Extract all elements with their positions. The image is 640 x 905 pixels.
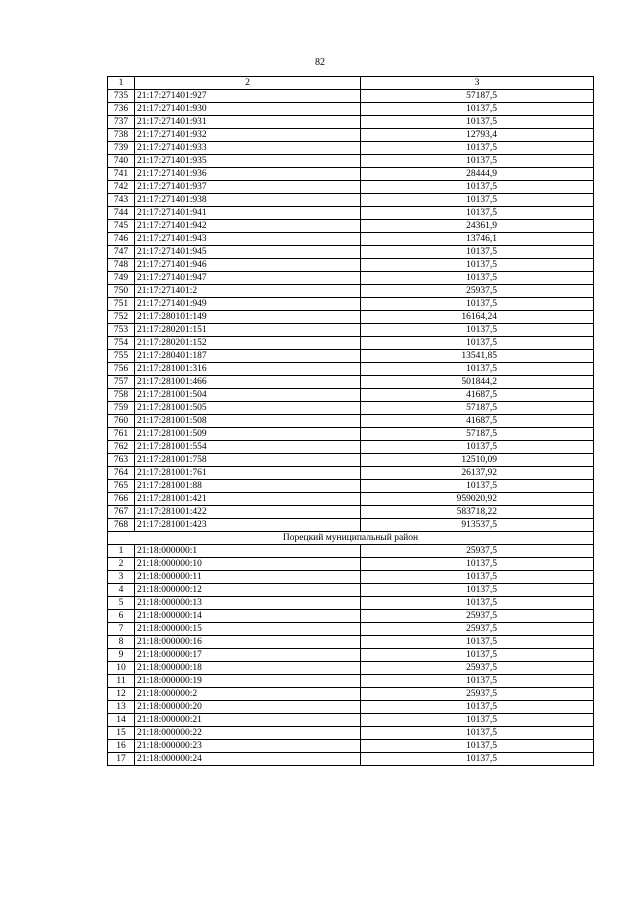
cadastral-number: 21:17:281001:554 bbox=[135, 441, 361, 454]
row-number: 5 bbox=[108, 597, 135, 610]
cadastral-number: 21:17:271401:945 bbox=[135, 246, 361, 259]
cadastral-number: 21:17:271401:936 bbox=[135, 168, 361, 181]
cadastral-value: 10137,5 bbox=[361, 714, 594, 727]
row-number: 737 bbox=[108, 116, 135, 129]
row-number: 756 bbox=[108, 363, 135, 376]
cadastral-value: 57187,5 bbox=[361, 402, 594, 415]
row-number: 13 bbox=[108, 701, 135, 714]
table-row bbox=[108, 454, 594, 467]
table-row bbox=[108, 142, 594, 155]
cadastral-value: 41687,5 bbox=[361, 389, 594, 402]
cadastral-number: 21:18:000000:2 bbox=[135, 688, 361, 701]
table-row bbox=[108, 389, 594, 402]
table-row bbox=[108, 376, 594, 389]
cadastral-value: 10137,5 bbox=[361, 337, 594, 350]
cadastral-number: 21:18:000000:21 bbox=[135, 714, 361, 727]
cadastral-number: 21:18:000000:11 bbox=[135, 571, 361, 584]
row-number: 757 bbox=[108, 376, 135, 389]
table-row bbox=[108, 441, 594, 454]
cadastral-value: 10137,5 bbox=[361, 142, 594, 155]
cadastral-value: 583718,22 bbox=[361, 506, 594, 519]
row-number: 749 bbox=[108, 272, 135, 285]
table-row bbox=[108, 740, 594, 753]
cadastral-number: 21:17:281001:88 bbox=[135, 480, 361, 493]
row-number: 746 bbox=[108, 233, 135, 246]
cadastral-number: 21:17:281001:505 bbox=[135, 402, 361, 415]
cadastral-value: 10137,5 bbox=[361, 649, 594, 662]
row-number: 748 bbox=[108, 259, 135, 272]
cadastral-value: 10137,5 bbox=[361, 571, 594, 584]
cadastral-value: 10137,5 bbox=[361, 324, 594, 337]
cadastral-value: 10137,5 bbox=[361, 181, 594, 194]
cadastral-number: 21:18:000000:22 bbox=[135, 727, 361, 740]
cadastral-number: 21:17:271401:937 bbox=[135, 181, 361, 194]
cadastral-value: 10137,5 bbox=[361, 727, 594, 740]
cadastral-value: 13746,1 bbox=[361, 233, 594, 246]
cadastral-number: 21:18:000000:12 bbox=[135, 584, 361, 597]
row-number: 9 bbox=[108, 649, 135, 662]
row-number: 765 bbox=[108, 480, 135, 493]
row-number: 7 bbox=[108, 623, 135, 636]
table-row bbox=[108, 168, 594, 181]
cadastral-value: 10137,5 bbox=[361, 363, 594, 376]
cadastral-number: 21:17:271401:935 bbox=[135, 155, 361, 168]
row-number: 758 bbox=[108, 389, 135, 402]
row-number: 17 bbox=[108, 753, 135, 766]
row-number: 739 bbox=[108, 142, 135, 155]
header-col-2: 2 bbox=[135, 77, 361, 90]
row-number: 752 bbox=[108, 311, 135, 324]
cadastral-value: 10137,5 bbox=[361, 259, 594, 272]
table-row bbox=[108, 688, 594, 701]
cadastral-value: 10137,5 bbox=[361, 480, 594, 493]
cadastral-number: 21:17:271401:946 bbox=[135, 259, 361, 272]
cadastral-number: 21:18:000000:20 bbox=[135, 701, 361, 714]
row-number: 755 bbox=[108, 350, 135, 363]
table-row bbox=[108, 493, 594, 506]
table-row bbox=[108, 675, 594, 688]
table-row bbox=[108, 506, 594, 519]
cadastral-number: 21:18:000000:23 bbox=[135, 740, 361, 753]
row-number: 753 bbox=[108, 324, 135, 337]
cadastral-number: 21:17:281001:423 bbox=[135, 519, 361, 532]
table-row bbox=[108, 558, 594, 571]
row-number: 2 bbox=[108, 558, 135, 571]
table-body bbox=[108, 77, 594, 766]
row-number: 767 bbox=[108, 506, 135, 519]
cadastral-number: 21:18:000000:17 bbox=[135, 649, 361, 662]
table-row bbox=[108, 116, 594, 129]
cadastral-number: 21:17:281001:504 bbox=[135, 389, 361, 402]
table-row bbox=[108, 181, 594, 194]
row-number: 738 bbox=[108, 129, 135, 142]
table-row bbox=[108, 272, 594, 285]
cadastral-value: 12793,4 bbox=[361, 129, 594, 142]
table-row bbox=[108, 90, 594, 103]
cadastral-value: 10137,5 bbox=[361, 558, 594, 571]
table-row bbox=[108, 285, 594, 298]
row-number: 744 bbox=[108, 207, 135, 220]
row-number: 15 bbox=[108, 727, 135, 740]
cadastral-number: 21:18:000000:18 bbox=[135, 662, 361, 675]
row-number: 12 bbox=[108, 688, 135, 701]
cadastral-number: 21:17:271401:942 bbox=[135, 220, 361, 233]
table-row bbox=[108, 597, 594, 610]
table-row bbox=[108, 636, 594, 649]
table-row bbox=[108, 324, 594, 337]
row-number: 10 bbox=[108, 662, 135, 675]
cadastral-number: 21:17:280401:187 bbox=[135, 350, 361, 363]
table-row bbox=[108, 350, 594, 363]
cadastral-value: 12510,09 bbox=[361, 454, 594, 467]
table-row bbox=[108, 402, 594, 415]
cadastral-number: 21:18:000000:16 bbox=[135, 636, 361, 649]
cadastral-value: 10137,5 bbox=[361, 298, 594, 311]
cadastral-value: 10137,5 bbox=[361, 272, 594, 285]
cadastral-number: 21:18:000000:1 bbox=[135, 545, 361, 558]
table-row bbox=[108, 662, 594, 675]
page-number: 82 bbox=[315, 57, 325, 68]
cadastral-number: 21:17:280101:149 bbox=[135, 311, 361, 324]
table-row bbox=[108, 623, 594, 636]
table-row bbox=[108, 311, 594, 324]
row-number: 751 bbox=[108, 298, 135, 311]
table-row bbox=[108, 246, 594, 259]
table-row bbox=[108, 480, 594, 493]
cadastral-value: 10137,5 bbox=[361, 701, 594, 714]
row-number: 11 bbox=[108, 675, 135, 688]
table-row bbox=[108, 103, 594, 116]
cadastral-number: 21:17:280201:151 bbox=[135, 324, 361, 337]
cadastral-number: 21:17:281001:761 bbox=[135, 467, 361, 480]
cadastral-value: 10137,5 bbox=[361, 207, 594, 220]
cadastral-number: 21:17:271401:933 bbox=[135, 142, 361, 155]
cadastral-value: 10137,5 bbox=[361, 246, 594, 259]
row-number: 743 bbox=[108, 194, 135, 207]
cadastral-value: 13541,85 bbox=[361, 350, 594, 363]
cadastral-number: 21:17:271401:932 bbox=[135, 129, 361, 142]
cadastral-number: 21:17:281001:421 bbox=[135, 493, 361, 506]
section-row bbox=[108, 532, 594, 545]
cadastral-value: 10137,5 bbox=[361, 103, 594, 116]
table-row bbox=[108, 428, 594, 441]
cadastral-value: 25937,5 bbox=[361, 610, 594, 623]
cadastral-value: 57187,5 bbox=[361, 428, 594, 441]
cadastral-number: 21:18:000000:14 bbox=[135, 610, 361, 623]
row-number: 16 bbox=[108, 740, 135, 753]
row-number: 754 bbox=[108, 337, 135, 350]
cadastral-number: 21:17:271401:943 bbox=[135, 233, 361, 246]
row-number: 4 bbox=[108, 584, 135, 597]
cadastral-number: 21:18:000000:10 bbox=[135, 558, 361, 571]
cadastral-number: 21:17:271401:938 bbox=[135, 194, 361, 207]
cadastral-value: 25937,5 bbox=[361, 285, 594, 298]
table-row bbox=[108, 727, 594, 740]
cadastral-value: 25937,5 bbox=[361, 623, 594, 636]
cadastral-value: 24361,9 bbox=[361, 220, 594, 233]
table-row bbox=[108, 233, 594, 246]
row-number: 1 bbox=[108, 545, 135, 558]
cadastral-value: 10137,5 bbox=[361, 116, 594, 129]
row-number: 14 bbox=[108, 714, 135, 727]
cadastral-number: 21:17:281001:316 bbox=[135, 363, 361, 376]
cadastral-value: 25937,5 bbox=[361, 662, 594, 675]
cadastral-number: 21:17:281001:466 bbox=[135, 376, 361, 389]
cadastral-value-table bbox=[107, 76, 594, 766]
table-row bbox=[108, 298, 594, 311]
section-title: Порецкий муниципальный район bbox=[108, 532, 594, 545]
table-row bbox=[108, 753, 594, 766]
row-number: 761 bbox=[108, 428, 135, 441]
row-number: 742 bbox=[108, 181, 135, 194]
table-row bbox=[108, 363, 594, 376]
table-row bbox=[108, 701, 594, 714]
table-row bbox=[108, 207, 594, 220]
cadastral-value: 25937,5 bbox=[361, 688, 594, 701]
table-header-row bbox=[108, 77, 594, 90]
cadastral-number: 21:17:281001:422 bbox=[135, 506, 361, 519]
cadastral-number: 21:17:280201:152 bbox=[135, 337, 361, 350]
table-row bbox=[108, 649, 594, 662]
row-number: 759 bbox=[108, 402, 135, 415]
header-col-3: 3 bbox=[361, 77, 594, 90]
table-row bbox=[108, 519, 594, 532]
cadastral-value: 25937,5 bbox=[361, 545, 594, 558]
cadastral-number: 21:18:000000:15 bbox=[135, 623, 361, 636]
cadastral-value: 41687,5 bbox=[361, 415, 594, 428]
cadastral-value: 16164,24 bbox=[361, 311, 594, 324]
cadastral-number: 21:17:271401:927 bbox=[135, 90, 361, 103]
cadastral-value: 913537,5 bbox=[361, 519, 594, 532]
cadastral-value: 10137,5 bbox=[361, 584, 594, 597]
cadastral-value: 10137,5 bbox=[361, 753, 594, 766]
table-row bbox=[108, 584, 594, 597]
row-number: 762 bbox=[108, 441, 135, 454]
row-number: 741 bbox=[108, 168, 135, 181]
cadastral-value: 10137,5 bbox=[361, 194, 594, 207]
row-number: 740 bbox=[108, 155, 135, 168]
cadastral-number: 21:18:000000:13 bbox=[135, 597, 361, 610]
cadastral-number: 21:17:271401:931 bbox=[135, 116, 361, 129]
cadastral-number: 21:17:271401:947 bbox=[135, 272, 361, 285]
cadastral-value: 959020,92 bbox=[361, 493, 594, 506]
row-number: 766 bbox=[108, 493, 135, 506]
row-number: 8 bbox=[108, 636, 135, 649]
table-row bbox=[108, 220, 594, 233]
cadastral-number: 21:17:271401:941 bbox=[135, 207, 361, 220]
cadastral-value: 28444,9 bbox=[361, 168, 594, 181]
row-number: 750 bbox=[108, 285, 135, 298]
table-row bbox=[108, 194, 594, 207]
cadastral-value: 10137,5 bbox=[361, 740, 594, 753]
cadastral-number: 21:18:000000:19 bbox=[135, 675, 361, 688]
table-row bbox=[108, 259, 594, 272]
table-row bbox=[108, 129, 594, 142]
table-row bbox=[108, 415, 594, 428]
row-number: 764 bbox=[108, 467, 135, 480]
row-number: 747 bbox=[108, 246, 135, 259]
cadastral-value: 10137,5 bbox=[361, 636, 594, 649]
cadastral-number: 21:17:281001:758 bbox=[135, 454, 361, 467]
row-number: 736 bbox=[108, 103, 135, 116]
cadastral-value: 26137,92 bbox=[361, 467, 594, 480]
row-number: 768 bbox=[108, 519, 135, 532]
table-row bbox=[108, 571, 594, 584]
cadastral-value: 10137,5 bbox=[361, 597, 594, 610]
row-number: 3 bbox=[108, 571, 135, 584]
table-row bbox=[108, 155, 594, 168]
cadastral-value: 10137,5 bbox=[361, 675, 594, 688]
cadastral-number: 21:17:271401:930 bbox=[135, 103, 361, 116]
row-number: 745 bbox=[108, 220, 135, 233]
cadastral-value: 10137,5 bbox=[361, 155, 594, 168]
cadastral-value: 57187,5 bbox=[361, 90, 594, 103]
table-row bbox=[108, 610, 594, 623]
row-number: 763 bbox=[108, 454, 135, 467]
cadastral-number: 21:17:281001:508 bbox=[135, 415, 361, 428]
row-number: 760 bbox=[108, 415, 135, 428]
cadastral-number: 21:18:000000:24 bbox=[135, 753, 361, 766]
cadastral-number: 21:17:271401:949 bbox=[135, 298, 361, 311]
cadastral-value: 10137,5 bbox=[361, 441, 594, 454]
table-row bbox=[108, 714, 594, 727]
table-row bbox=[108, 337, 594, 350]
row-number: 735 bbox=[108, 90, 135, 103]
table-row bbox=[108, 545, 594, 558]
table-row bbox=[108, 467, 594, 480]
cadastral-value: 501844,2 bbox=[361, 376, 594, 389]
cadastral-number: 21:17:271401:2 bbox=[135, 285, 361, 298]
cadastral-number: 21:17:281001:509 bbox=[135, 428, 361, 441]
row-number: 6 bbox=[108, 610, 135, 623]
header-col-1: 1 bbox=[108, 77, 135, 90]
